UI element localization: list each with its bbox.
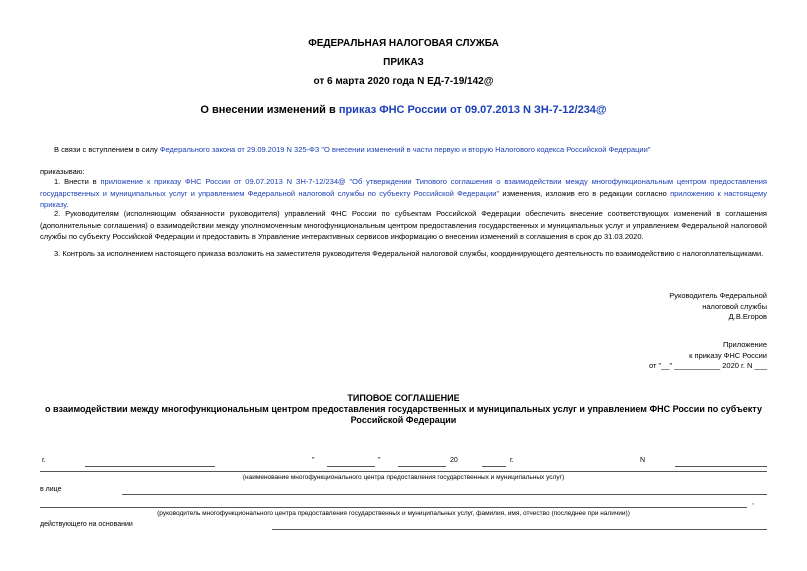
appendix-order-link[interactable]: приложение к приказу ФНС России от 09.07.2013 N ЗН-7-12/234@ "Об утверждении Типового соглашения о взаимодействии между многофункциональным центром предоставления государственных и муниципальных услуг и управлением Федеральной налоговой службы по субъекту Российской Федерации": [40, 177, 767, 198]
signature-line1: Руководитель Федеральной: [669, 291, 767, 300]
appendix-line3: от "__" ___________ 2020 г. N ___: [648, 361, 767, 370]
signature-line2: налоговой службы: [702, 301, 767, 311]
order-title-prefix: О внесении изменений в: [200, 104, 339, 116]
year-label: 20: [450, 457, 458, 464]
year-line[interactable]: [482, 466, 506, 467]
intro-prefix: В связи с вступлением в силу: [54, 145, 160, 154]
head-name-line[interactable]: [40, 507, 747, 508]
appendix-line2: к приказу ФНС России: [689, 350, 767, 360]
appendix-block: [649, 340, 767, 372]
doc-type: ПРИКАЗ: [383, 57, 424, 68]
agency-title: ФЕДЕРАЛЬНАЯ НАЛОГОВАЯ СЛУЖБА: [308, 38, 499, 49]
in-person-line[interactable]: [122, 494, 767, 495]
order-title-link[interactable]: приказ ФНС России от 09.07.2013 N ЗН-7-12/234@: [338, 104, 607, 116]
year-suffix: г.: [510, 457, 514, 464]
head-name-caption: (руководитель многофункционального центра предоставления государственных и муниципальных услуг, фамилия, имя, отчество (последнее при наличии)): [157, 510, 630, 517]
month-line[interactable]: [398, 466, 446, 467]
number-label: N: [640, 457, 646, 464]
order-date-number: от 6 марта 2020 года N ЕД-7-19/142@: [313, 76, 494, 87]
city-line[interactable]: [85, 466, 215, 467]
acting-basis-label: действующего на основании: [40, 521, 133, 528]
template-title: ТИПОВОЕ СОГЛАШЕНИЕ: [347, 393, 460, 403]
p1-end: .: [66, 200, 69, 209]
in-person-label: в лице: [40, 486, 62, 493]
day-line[interactable]: [327, 466, 375, 467]
quote-close: ": [378, 457, 381, 464]
federal-law-link[interactable]: Федерального закона от 29.09.2019 N 325-ФЗ "О внесении изменений в части первую и вторую Налогового кодекса Российской Федерации": [159, 145, 651, 154]
quote-open: ": [312, 457, 315, 464]
mfc-name-caption: (наименование многофункционального центра предоставления государственных и муниципальных услуг): [242, 474, 565, 481]
paragraph-2: 2. Руководителям (исполняющим обязанности руководителя) управлений ФНС России по субъектам Российской Федерации обеспечить внесение соответствующих изменений в соглашения (дополнительные соглашения) о взаимодействии между уполномоченным многофункциональным центром предоставления государственных и муниципальных услуг и управлением Федеральной налоговой службы по субъекту Российской Федерации и предоставить в Управление интерактивных сервисов информацию о внесении изменений в соглашения в срок до 31.03.2020.: [40, 209, 767, 241]
paragraph-3: 3. Контроль за исполнением настоящего приказа возложить на заместителя руководителя Федеральной налоговой службы, координирующего деятельность по взаимодействию с налогоплательщиками.: [54, 249, 764, 258]
signature-block: [669, 291, 767, 323]
intro-paragraph: [54, 144, 774, 156]
mfc-name-line[interactable]: [40, 471, 767, 472]
template-subtitle: о взаимодействии между многофункциональным центром предоставления государственных и муниципальных услуг и управлением ФНС России по субъекту Российской Федерации: [45, 404, 762, 425]
p1-prefix: 1. Внести в: [54, 177, 101, 186]
signature-name: Д.В.Егоров: [728, 312, 767, 321]
p1-mid: изменения, изложив его в редакции согласно: [499, 188, 671, 198]
city-label: г.: [42, 457, 46, 464]
acting-basis-line[interactable]: [272, 529, 767, 530]
order-title: [0, 104, 807, 116]
paragraph-1: [40, 176, 767, 211]
appendix-line1: Приложение: [723, 340, 767, 349]
number-line[interactable]: [675, 466, 767, 467]
comma-mark: ,: [752, 499, 754, 506]
appendix-link[interactable]: приложению к настоящему приказу: [40, 188, 767, 209]
order-word: приказываю:: [40, 167, 85, 176]
